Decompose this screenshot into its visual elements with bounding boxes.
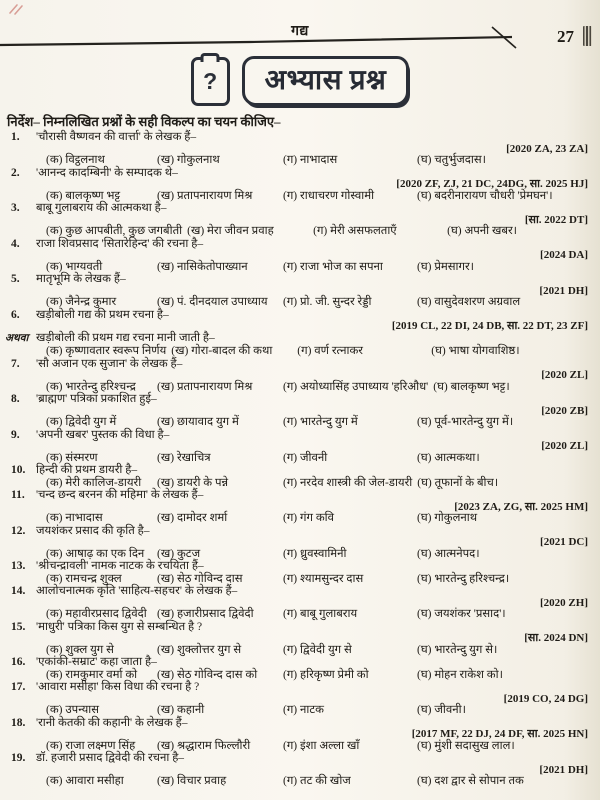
question-line — [0, 131, 597, 144]
question-block — [0, 131, 597, 167]
options-row — [0, 452, 597, 465]
option-4: (घ) आत्मकथा। — [417, 451, 480, 464]
option-1: (क) रामचन्द्र शुक्ल — [46, 572, 122, 585]
exam-year-tag: [2020 ZH] — [540, 596, 588, 609]
option-3: (ग) राजा भोज का सपना — [283, 260, 383, 273]
question-line — [0, 358, 597, 371]
exam-year-tag: [सा. 2022 DT] — [524, 213, 588, 226]
option-3: (ग) हरिकृष्ण प्रेमी को — [283, 668, 369, 681]
option-2: (ख) हजारीप्रसाद द्विवेदी — [157, 608, 254, 620]
question-block — [0, 717, 597, 753]
exam-year-tag: [2020 ZL] — [541, 369, 588, 381]
question-text: 'माधुरी' पत्रिका किस युग से सम्बन्धित है ? — [36, 620, 203, 633]
question-number: 18. — [11, 716, 26, 729]
options-row — [0, 512, 597, 525]
options-row — [0, 261, 597, 274]
exam-year-tag: [2020 ZF, ZJ, 21 DC, 24DG, सा. 2025 HJ] — [396, 178, 588, 190]
question-line — [0, 585, 597, 598]
option-2: (ख) रेखाचित्र — [157, 451, 211, 464]
options-row — [0, 644, 597, 657]
question-text: 'श्रीचन्द्रावली' नामक नाटक के रचयिता हैं– — [36, 560, 204, 572]
exam-year-tag: [सा. 2024 DN] — [524, 632, 588, 644]
option-3: (ग) नाटक — [283, 704, 324, 716]
options-row — [0, 190, 597, 203]
option-3: (ग) मेरी असफलताएँ — [313, 225, 397, 237]
exam-year-tag: [2019 CL, 22 DI, 24 DB, सा. 22 DT, 23 ZF] — [391, 320, 588, 332]
question-text: 'चौरासी वैष्णवन की वार्त्ता' के लेखक हैं– — [36, 131, 197, 143]
exam-year-tag: [2023 ZA, ZG, सा. 2025 HM] — [454, 500, 588, 513]
question-line — [0, 464, 597, 477]
options-row — [0, 416, 597, 429]
option-1: (क) मेरी कालिज-डायरी — [46, 476, 142, 489]
page-number: 27 — [557, 27, 574, 46]
option-1: (क) आवारा मसीहा — [46, 775, 124, 787]
question-text: बाबू गुलाबराय की आत्मकथा है– — [36, 202, 167, 214]
exam-year-tag: [2017 MF, 22 DJ, 24 DF, सा. 2025 HN] — [411, 728, 588, 740]
option-3: (ग) जीवनी — [283, 451, 328, 464]
question-block — [0, 560, 597, 585]
options-row — [0, 704, 597, 717]
options-row — [0, 669, 597, 682]
option-3: (ग) नरदेव शास्त्री की जेल-डायरी — [283, 476, 413, 489]
option-2: (ख) छायावाद युग में — [157, 416, 239, 428]
option-4: (घ) पूर्व-भारतेन्दु युग में। — [417, 416, 514, 428]
option-1: (क) महावीरप्रसाद द्विवेदी — [46, 608, 147, 620]
question-block — [0, 464, 597, 489]
question-number: 19. — [11, 752, 26, 764]
option-2: (ख) सेठ गोविन्द दास — [157, 572, 243, 585]
option-2: (ख) गोरा-बादल की कथा — [171, 345, 273, 357]
question-number: 3. — [11, 202, 20, 214]
question-text: खड़ीबोली गद्य की प्रथम रचना है– — [36, 308, 169, 321]
question-number: 13. — [11, 560, 26, 572]
option-3: (ग) बाबू गुलाबराय — [283, 608, 358, 620]
question-text: आलोचनात्मक कृति 'साहित्य-सहचर' के लेखक हैं– — [36, 585, 238, 597]
option-1: (क) रामकुमार वर्मा को — [46, 668, 138, 681]
option-1: (क) कुछ आपबीती, कुछ जगबीती — [46, 225, 183, 237]
option-1: (क) शुक्ल युग से — [46, 643, 114, 656]
option-4: (घ) अपनी खबर। — [447, 225, 518, 237]
options-row — [0, 381, 597, 394]
question-line — [0, 393, 597, 406]
question-text: 'एकांकी-सम्राट' कहा जाता है– — [36, 656, 157, 668]
question-text: जयशंकर प्रसाद की कृति है– — [36, 524, 150, 537]
question-alt-label: अथवा — [5, 332, 29, 344]
question-text: राजा शिवप्रसाद 'सितारेहिन्द' की रचना है– — [36, 237, 204, 250]
question-mark-glyph: ? — [203, 67, 218, 94]
option-2: (ख) शुक्लोत्तर युग से — [157, 643, 242, 656]
question-block — [0, 621, 597, 657]
option-4: (घ) चतुर्भुजदास। — [417, 154, 487, 166]
options-row — [0, 154, 597, 167]
question-block — [0, 273, 597, 309]
option-3: (ग) राधाचरण गोस्वामी — [283, 189, 375, 202]
option-2: (ख) कहानी — [157, 704, 205, 716]
question-number: 8. — [11, 393, 20, 405]
question-block — [0, 656, 597, 681]
option-3: (ग) द्विवेदी युग से — [283, 643, 352, 656]
book-edge-icon — [583, 26, 592, 46]
exam-year-tag: [2020 ZA, 23 ZA] — [506, 142, 588, 155]
option-3: (ग) ध्रुवस्वामिनी — [283, 547, 347, 560]
question-clipboard-icon — [191, 57, 230, 106]
options-row — [0, 225, 597, 238]
question-text: मातृभूमि के लेखक हैं– — [36, 273, 126, 285]
option-1: (क) विट्ठलनाथ — [46, 154, 105, 166]
question-line — [0, 273, 597, 286]
options-row — [0, 573, 597, 586]
question-text: 'अपनी खबर' पुस्तक की विधा है– — [36, 428, 170, 441]
question-number: 10. — [11, 464, 26, 476]
question-block — [0, 238, 597, 274]
question-line — [0, 560, 597, 573]
question-text: 'ब्राह्मण' पत्रिका प्रकाशित हुई– — [36, 393, 157, 405]
option-2: (ख) कुटज — [157, 547, 201, 560]
question-number: 1. — [11, 131, 20, 143]
question-line — [0, 656, 597, 669]
question-text: खड़ीबोली की प्रथम गद्य रचना मानी जाती है– — [36, 331, 215, 344]
question-line — [0, 238, 597, 251]
question-number: 7. — [11, 357, 20, 370]
question-number: 2. — [11, 166, 20, 179]
exam-year-tag: [2020 ZL] — [541, 440, 588, 452]
option-4: (घ) गोकुलनाथ — [417, 512, 478, 524]
question-block — [0, 202, 597, 238]
question-number: 12. — [11, 524, 26, 537]
question-text: डॉ. हजारी प्रसाद द्विवेदी की रचना है– — [36, 752, 185, 764]
option-2: (ख) प्रतापनारायण मिश्र — [157, 189, 253, 202]
options-row — [0, 548, 597, 561]
option-4: (घ) जयशंकर 'प्रसाद'। — [417, 608, 506, 620]
option-3: (ग) इंशा अल्ला खाँ — [283, 739, 360, 752]
clipboard-clip — [201, 53, 220, 62]
question-block — [0, 681, 597, 717]
question-line — [0, 489, 597, 502]
question-block — [0, 489, 597, 525]
option-1: (क) संस्मरण — [46, 451, 98, 464]
option-3: (ग) श्यामसुन्दर दास — [283, 572, 364, 585]
exam-year-tag: [2021 DH] — [539, 763, 588, 776]
question-block — [0, 393, 597, 429]
option-1: (क) बालकृष्ण भट्ट — [46, 189, 121, 202]
option-4: (घ) वासुदेवशरण अग्रवाल — [417, 296, 521, 308]
question-number: 14. — [11, 585, 26, 597]
option-3: (ग) गंग कवि — [283, 512, 335, 524]
question-text: 'चन्द छन्द बरनन की महिमा' के लेखक हैं– — [36, 489, 204, 501]
question-text: 'रानी केतकी की कहानी' के लेखक हैं– — [36, 716, 188, 729]
option-1: (क) भारतेन्दु हरिश्चन्द्र — [46, 380, 136, 393]
options-row — [0, 477, 597, 490]
question-text: 'सौ अजान एक सुजान' के लेखक हैं– — [36, 357, 183, 370]
option-4: (घ) मोहन राकेश को। — [417, 668, 503, 681]
question-line — [0, 525, 597, 538]
option-2: (ख) प्रतापनारायण मिश्र — [157, 380, 253, 393]
question-block — [0, 752, 597, 788]
question-block — [0, 525, 597, 561]
option-4: (घ) आत्मनेपद। — [417, 547, 480, 560]
option-2: (ख) दामोदर शर्मा — [157, 512, 228, 524]
options-row — [0, 345, 597, 358]
question-block — [0, 167, 597, 203]
question-list — [0, 131, 597, 788]
instruction-text: निर्देश– निम्नलिखित प्रश्नों के सही विकल्प का चयन कीजिए– — [7, 114, 281, 129]
question-block — [0, 585, 597, 621]
option-2: (ख) विचार प्रवाह — [157, 775, 227, 787]
option-2: (ख) मेरा जीवन प्रवाह — [187, 225, 274, 237]
option-4: (घ) प्रेमसागर। — [417, 260, 475, 273]
option-1: (क) उपन्यास — [46, 704, 100, 716]
question-block — [0, 309, 597, 358]
page-header-label: गद्य — [291, 24, 309, 39]
question-line — [0, 202, 597, 215]
question-number: 15. — [11, 620, 26, 633]
option-4: (घ) जीवनी। — [417, 704, 466, 716]
question-number: 4. — [11, 237, 20, 250]
option-1: (क) कृष्णावतार स्वरूप निर्णय — [46, 345, 167, 357]
option-1: (क) द्विवेदी युग में — [46, 416, 117, 428]
question-number: 17. — [11, 681, 26, 693]
options-row — [0, 296, 597, 309]
option-2: (ख) श्रद्धाराम फिल्लौरी — [157, 739, 251, 752]
option-4: (घ) बदरीनारायण चौधरी 'प्रेमघन'। — [417, 189, 553, 202]
option-4: (घ) भारतेन्दु युग से। — [417, 643, 498, 656]
options-row — [0, 775, 597, 788]
question-number: 11. — [11, 489, 25, 501]
option-4: (घ) भारतेन्दु हरिश्चन्द्र। — [417, 572, 510, 585]
question-block — [0, 358, 597, 394]
option-4: (घ) तूफानों के बीच। — [417, 476, 499, 489]
question-number: 16. — [11, 656, 26, 668]
option-1: (क) आषाढ़ का एक दिन — [46, 547, 145, 560]
exam-year-tag: [2024 DA] — [540, 249, 588, 261]
question-text: 'आवारा मसीहा' किस विधा की रचना है ? — [36, 681, 200, 693]
option-1: (क) राजा लक्ष्मण सिंह — [46, 739, 136, 752]
option-4: (घ) भाषा योगवाशिष्ठ। — [431, 345, 520, 357]
exam-year-tag: [2021 DH] — [539, 284, 588, 297]
option-1: (क) भाग्यवती — [46, 260, 103, 273]
option-2: (ख) गोकुलनाथ — [157, 154, 220, 166]
question-text: हिन्दी की प्रथम डायरी है– — [36, 464, 138, 476]
question-number: 5. — [11, 273, 20, 285]
option-3: (ग) वर्ण रत्नाकर — [297, 345, 363, 357]
exam-year-tag: [2020 ZB] — [541, 404, 588, 417]
option-3: (ग) नाभादास — [283, 154, 338, 166]
question-number: 6. — [11, 308, 20, 321]
practice-title — [242, 56, 410, 106]
option-4: (घ) दश द्वार से सोपान तक — [417, 775, 524, 787]
exam-year-tag: [2019 CO, 24 DG] — [503, 692, 588, 705]
option-3: (ग) भारतेन्दु युग में — [283, 416, 358, 428]
option-2: (ख) नासिकेतोपाख्यान — [157, 260, 248, 273]
option-3: (ग) प्रो. जी. सुन्दर रेड्डी — [283, 296, 372, 308]
question-line — [0, 752, 597, 765]
option-2: (ख) पं. दीनदयाल उपाध्याय — [157, 296, 268, 308]
option-2: (ख) डायरी के पन्ने — [157, 476, 229, 489]
option-1: (क) नाभादास — [46, 512, 103, 524]
question-number: 9. — [11, 428, 20, 441]
option-1: (क) जैनेन्द्र कुमार — [46, 296, 117, 308]
practice-title-banner — [0, 56, 600, 106]
option-3: (ग) अयोध्यासिंह उपाध्याय 'हरिऔध' — [283, 380, 429, 393]
question-line — [0, 621, 597, 634]
question-alt-line — [0, 332, 597, 346]
header-rule — [0, 0, 600, 60]
question-block — [0, 429, 597, 465]
practice-title-label: अभ्यास प्रश्न — [264, 65, 387, 96]
option-4: (घ) बालकृष्ण भट्ट। — [433, 380, 510, 393]
question-line — [0, 429, 597, 442]
option-4: (घ) मुंशी सदासुख लाल। — [417, 739, 515, 752]
question-text: 'आनन्द कादम्बिनी' के सम्पादक थे– — [36, 166, 178, 179]
question-line — [0, 681, 597, 694]
options-row — [0, 740, 597, 753]
option-2: (ख) सेठ गोविन्द दास को — [157, 668, 258, 681]
options-row — [0, 608, 597, 621]
exam-year-tag: [2021 DC] — [540, 536, 588, 548]
option-3: (ग) तट की खोज — [283, 775, 351, 787]
